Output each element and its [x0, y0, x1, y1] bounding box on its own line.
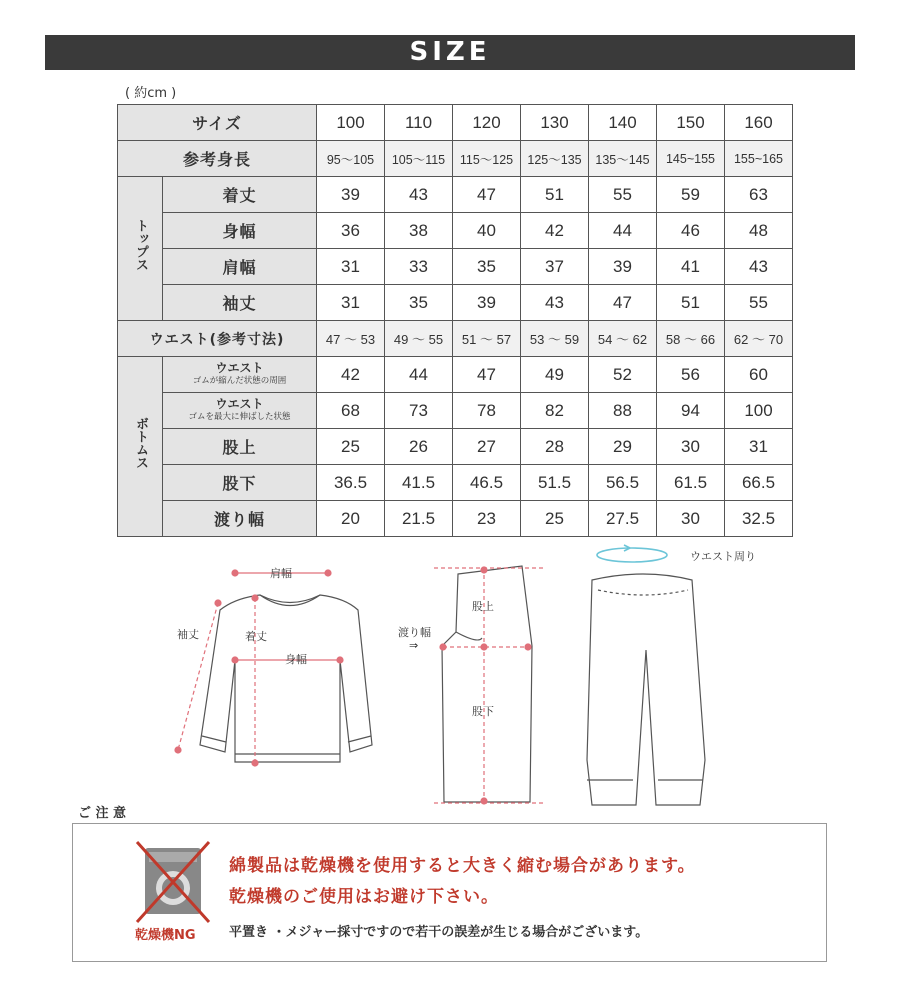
bottoms-value-cell: 94 [657, 393, 725, 429]
bottoms-value-cell: 100 [725, 393, 793, 429]
rise-label: 股上 [472, 600, 494, 613]
height-cell: 135〜145 [589, 141, 657, 177]
tops-value-cell: 55 [725, 285, 793, 321]
size-title: SIZE [409, 37, 491, 67]
bottoms-value-cell: 60 [725, 357, 793, 393]
bottoms-row [118, 429, 793, 465]
bottoms-value-cell: 66.5 [725, 465, 793, 501]
bottoms-value-cell: 52 [589, 357, 657, 393]
sweatshirt-illustration [200, 595, 372, 762]
sleeve-label: 袖丈 [177, 628, 199, 641]
garment-diagram [160, 540, 800, 815]
tops-value-cell: 36 [317, 213, 385, 249]
bottoms-value-cell: 42 [317, 357, 385, 393]
tops-value-cell: 31 [317, 249, 385, 285]
tops-value-cell: 33 [385, 249, 453, 285]
tops-value-cell: 35 [385, 285, 453, 321]
bottoms-label-sub: ゴムを最大に伸ばした状態 [188, 411, 291, 422]
tops-value-cell: 40 [453, 213, 521, 249]
height-cell: 145~155 [657, 141, 725, 177]
bottoms-label-text: ウエスト [215, 360, 264, 375]
bottoms-value-cell: 88 [589, 393, 657, 429]
tops-group-text: トップス [133, 218, 148, 271]
tops-value-cell: 39 [317, 177, 385, 213]
bottoms-value-cell: 78 [453, 393, 521, 429]
length-label: 着丈 [245, 630, 267, 643]
bottoms-value-cell: 26 [385, 429, 453, 465]
tops-row [118, 177, 793, 213]
height-cell: 125〜135 [521, 141, 589, 177]
bottoms-value-cell: 44 [385, 357, 453, 393]
tops-label-text: 着丈 [222, 186, 257, 205]
bottoms-row [118, 357, 793, 393]
tops-label [163, 285, 317, 321]
bottoms-row [118, 465, 793, 501]
bottoms-value-cell: 46.5 [453, 465, 521, 501]
notice-box [72, 823, 827, 962]
no-dryer-icon [135, 840, 211, 924]
size-banner [45, 35, 855, 70]
unit-label: ( 約cm ) [125, 86, 177, 101]
waist-ref-cell: 49 〜 55 [385, 321, 453, 357]
waist-ref-cell: 47 〜 53 [317, 321, 385, 357]
tops-group-label [118, 177, 163, 321]
inseam-label: 股下 [472, 705, 494, 718]
waist-around-label: ウエスト周り [690, 550, 756, 563]
bottoms-value-cell: 49 [521, 357, 589, 393]
bottoms-value-cell: 25 [317, 429, 385, 465]
warning-line-1: 綿製品は乾燥機を使用すると大きく縮む場合があります。 [229, 856, 696, 876]
bottoms-label-text: ウエスト [215, 396, 264, 411]
bottoms-value-cell: 56 [657, 357, 725, 393]
tops-value-cell: 59 [657, 177, 725, 213]
jogger-illustration [587, 574, 705, 805]
tops-value-cell: 37 [521, 249, 589, 285]
bottoms-value-cell: 47 [453, 357, 521, 393]
size-table-body [118, 105, 793, 537]
notice-label: ご 注 意 [78, 806, 127, 821]
tops-row [118, 249, 793, 285]
waist-ref-cell: 51 〜 57 [453, 321, 521, 357]
bottoms-value-cell: 61.5 [657, 465, 725, 501]
bottoms-value-cell: 27 [453, 429, 521, 465]
dryer-ng-label: 乾燥機NG [135, 928, 196, 943]
size-cell: 150 [657, 105, 725, 141]
tops-value-cell: 51 [521, 177, 589, 213]
tops-value-cell: 43 [521, 285, 589, 321]
size-corner-label: サイズ [118, 105, 317, 141]
bottoms-value-cell: 41.5 [385, 465, 453, 501]
tops-value-cell: 41 [657, 249, 725, 285]
tops-value-cell: 35 [453, 249, 521, 285]
shoulder-label: 肩幅 [270, 567, 292, 580]
bottoms-value-cell: 28 [521, 429, 589, 465]
tops-value-cell: 47 [453, 177, 521, 213]
tops-value-cell: 43 [385, 177, 453, 213]
size-table [117, 104, 793, 537]
tops-value-cell: 42 [521, 213, 589, 249]
waist-around-icon [597, 545, 667, 562]
bottoms-label [163, 465, 317, 501]
warning-line-2: 乾燥機のご使用はお避け下さい。 [229, 887, 499, 907]
bottoms-value-cell: 30 [657, 429, 725, 465]
bottoms-value-cell: 31 [725, 429, 793, 465]
tops-label-text: 身幅 [222, 222, 257, 241]
height-cell: 115〜125 [453, 141, 521, 177]
bottoms-value-cell: 56.5 [589, 465, 657, 501]
tops-value-cell: 51 [657, 285, 725, 321]
bottoms-label [163, 429, 317, 465]
height-label: 参考身長 [118, 141, 317, 177]
bottoms-value-cell: 68 [317, 393, 385, 429]
size-cell: 130 [521, 105, 589, 141]
bottoms-label-text: 股上 [222, 438, 257, 457]
bottoms-value-cell: 29 [589, 429, 657, 465]
height-row [118, 141, 793, 177]
bottoms-value-cell: 36.5 [317, 465, 385, 501]
bottoms-label-sub: ゴムが縮んだ状態の周囲 [192, 375, 287, 386]
bottoms-row [118, 501, 793, 537]
bottoms-value-cell: 73 [385, 393, 453, 429]
tops-row [118, 213, 793, 249]
size-cell: 140 [589, 105, 657, 141]
tops-value-cell: 43 [725, 249, 793, 285]
bottoms-label-text: 股下 [222, 474, 257, 493]
tops-label-text: 肩幅 [222, 258, 257, 277]
bottoms-value-cell: 82 [521, 393, 589, 429]
bottoms-row [118, 393, 793, 429]
waist-ref-row [118, 321, 793, 357]
bottoms-value-cell: 27.5 [589, 501, 657, 537]
size-cell: 110 [385, 105, 453, 141]
tops-value-cell: 48 [725, 213, 793, 249]
bottoms-label-text: 渡り幅 [213, 510, 265, 529]
size-cell: 120 [453, 105, 521, 141]
waist-ref-label: ウエスト(参考寸法) [118, 321, 317, 357]
height-cell: 105〜115 [385, 141, 453, 177]
size-cell: 100 [317, 105, 385, 141]
tops-value-cell: 63 [725, 177, 793, 213]
body-width-label: 身幅 [285, 653, 307, 666]
bottoms-value-cell: 21.5 [385, 501, 453, 537]
bottoms-label [163, 357, 317, 393]
tops-value-cell: 46 [657, 213, 725, 249]
height-cell: 155~165 [725, 141, 793, 177]
tops-value-cell: 39 [453, 285, 521, 321]
bottoms-value-cell: 23 [453, 501, 521, 537]
tops-value-cell: 38 [385, 213, 453, 249]
thigh-label: 渡り幅 [398, 626, 431, 639]
bottoms-value-cell: 30 [657, 501, 725, 537]
bottoms-value-cell: 20 [317, 501, 385, 537]
thigh-arrow: ⇒ [409, 639, 419, 652]
bottoms-label [163, 501, 317, 537]
tops-value-cell: 55 [589, 177, 657, 213]
size-header-row [118, 105, 793, 141]
bottoms-group-text: ボトムス [133, 416, 148, 469]
tops-label [163, 177, 317, 213]
tops-value-cell: 39 [589, 249, 657, 285]
tops-value-cell: 44 [589, 213, 657, 249]
sweatshirt-measures [175, 570, 343, 766]
tops-value-cell: 31 [317, 285, 385, 321]
bottoms-value-cell: 51.5 [521, 465, 589, 501]
waist-ref-cell: 62 〜 70 [725, 321, 793, 357]
measurement-note: 平置き ・メジャー採寸ですので若干の誤差が生じる場合がございます。 [229, 925, 649, 940]
bottoms-value-cell: 32.5 [725, 501, 793, 537]
size-cell: 160 [725, 105, 793, 141]
bottoms-value-cell: 25 [521, 501, 589, 537]
bottoms-group-label [118, 357, 163, 537]
waist-ref-cell: 58 〜 66 [657, 321, 725, 357]
bottoms-label [163, 393, 317, 429]
tops-value-cell: 47 [589, 285, 657, 321]
waist-ref-cell: 54 〜 62 [589, 321, 657, 357]
waist-ref-cell: 53 〜 59 [521, 321, 589, 357]
tops-label [163, 249, 317, 285]
tops-row [118, 285, 793, 321]
tops-label-text: 袖丈 [222, 294, 257, 313]
tops-label [163, 213, 317, 249]
height-cell: 95〜105 [317, 141, 385, 177]
